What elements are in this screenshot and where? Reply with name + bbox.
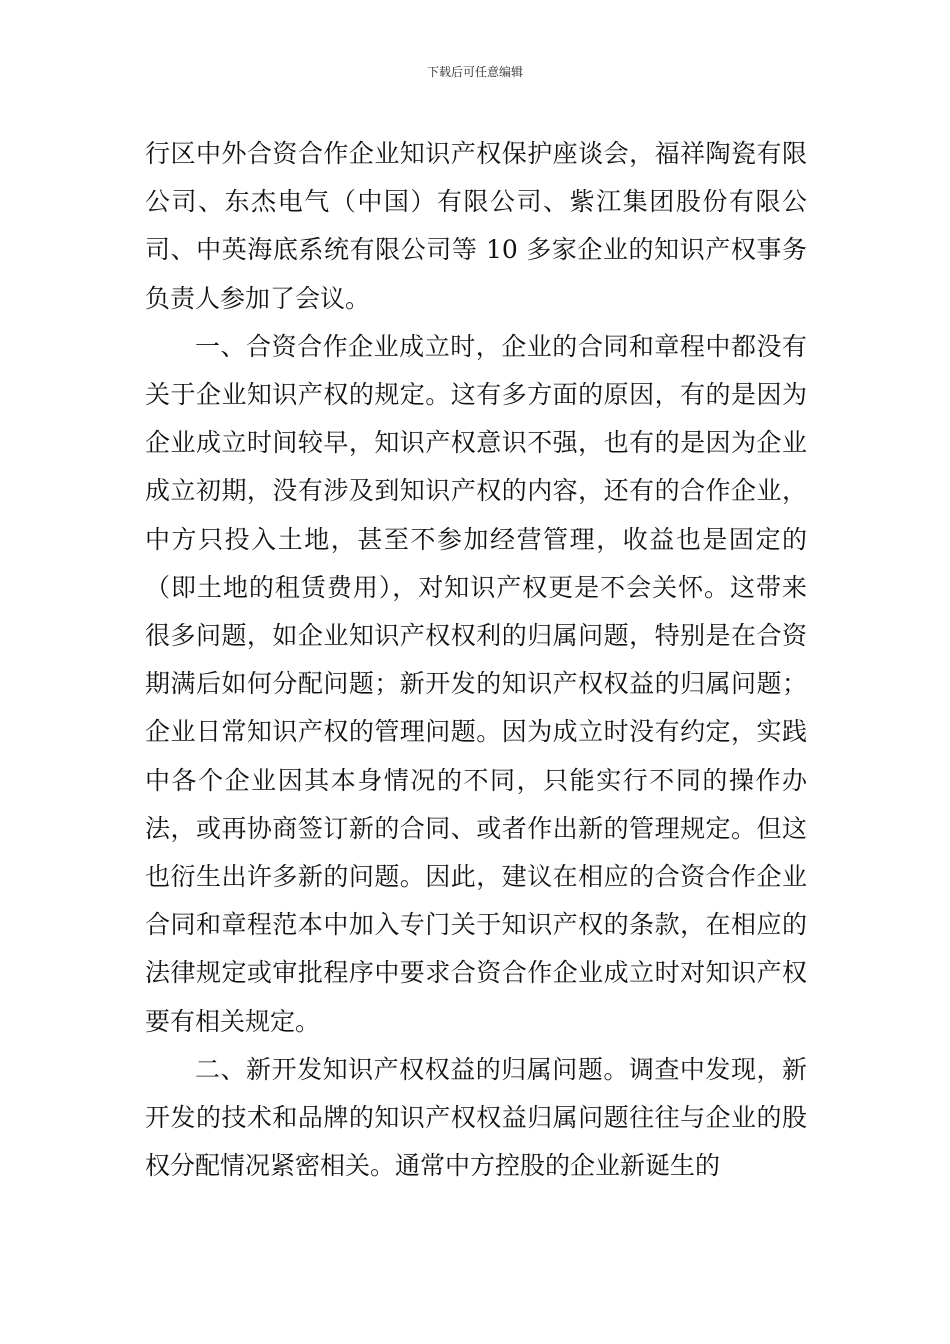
paragraph-section-two: 二、新开发知识产权权益的归属问题。调查中发现，新开发的技术和品牌的知识产权权益归属问题往往与企业的股权分配情况紧密相关。通常中方控股的企业新诞生的 [145, 1054, 807, 1181]
document-body [145, 130, 807, 1190]
paragraph-section-one: 一、合资合作企业成立时，企业的合同和章程中都没有关于企业知识产权的规定。这有多方面的原因，有的是因为企业成立时间较早，知识产权意识不强，也有的是因为企业成立初期，没有涉及到知识产权的内容，还有的合作企业，中方只投入土地，甚至不参加经营管理，收益也是固定的（即土地的租赁费用），对知识产权更是不会关怀。这带来很多问题，如企业知识产权权利的归属问题，特别是在合资期满后如何分配问题；新开发的知识产权权益的归属问题；企业日常知识产权的管理问题。因为成立时没有约定，实践中各个企业因其本身情况的不同，只能实行不同的操作办法，或再协商签订新的合同、或者作出新的管理规定。但这也衍生出许多新的问题。因此，建议在相应的合资合作企业合同和章程范本中加入专门关于知识产权的条款，在相应的法律规定或审批程序中要求合资合作企业成立时对知识产权要有相关规定。 [145, 331, 807, 1036]
page-header: 下载后可任意编辑 [426, 65, 523, 79]
paragraph-continuation: 行区中外合资合作企业知识产权保护座谈会，福祥陶瓷有限公司、东杰电气（中国）有限公司、紫江集团股份有限公司、中英海底系统有限公司等 10 多家企业的知识产权事务负责人参加了会议。 [145, 139, 807, 313]
